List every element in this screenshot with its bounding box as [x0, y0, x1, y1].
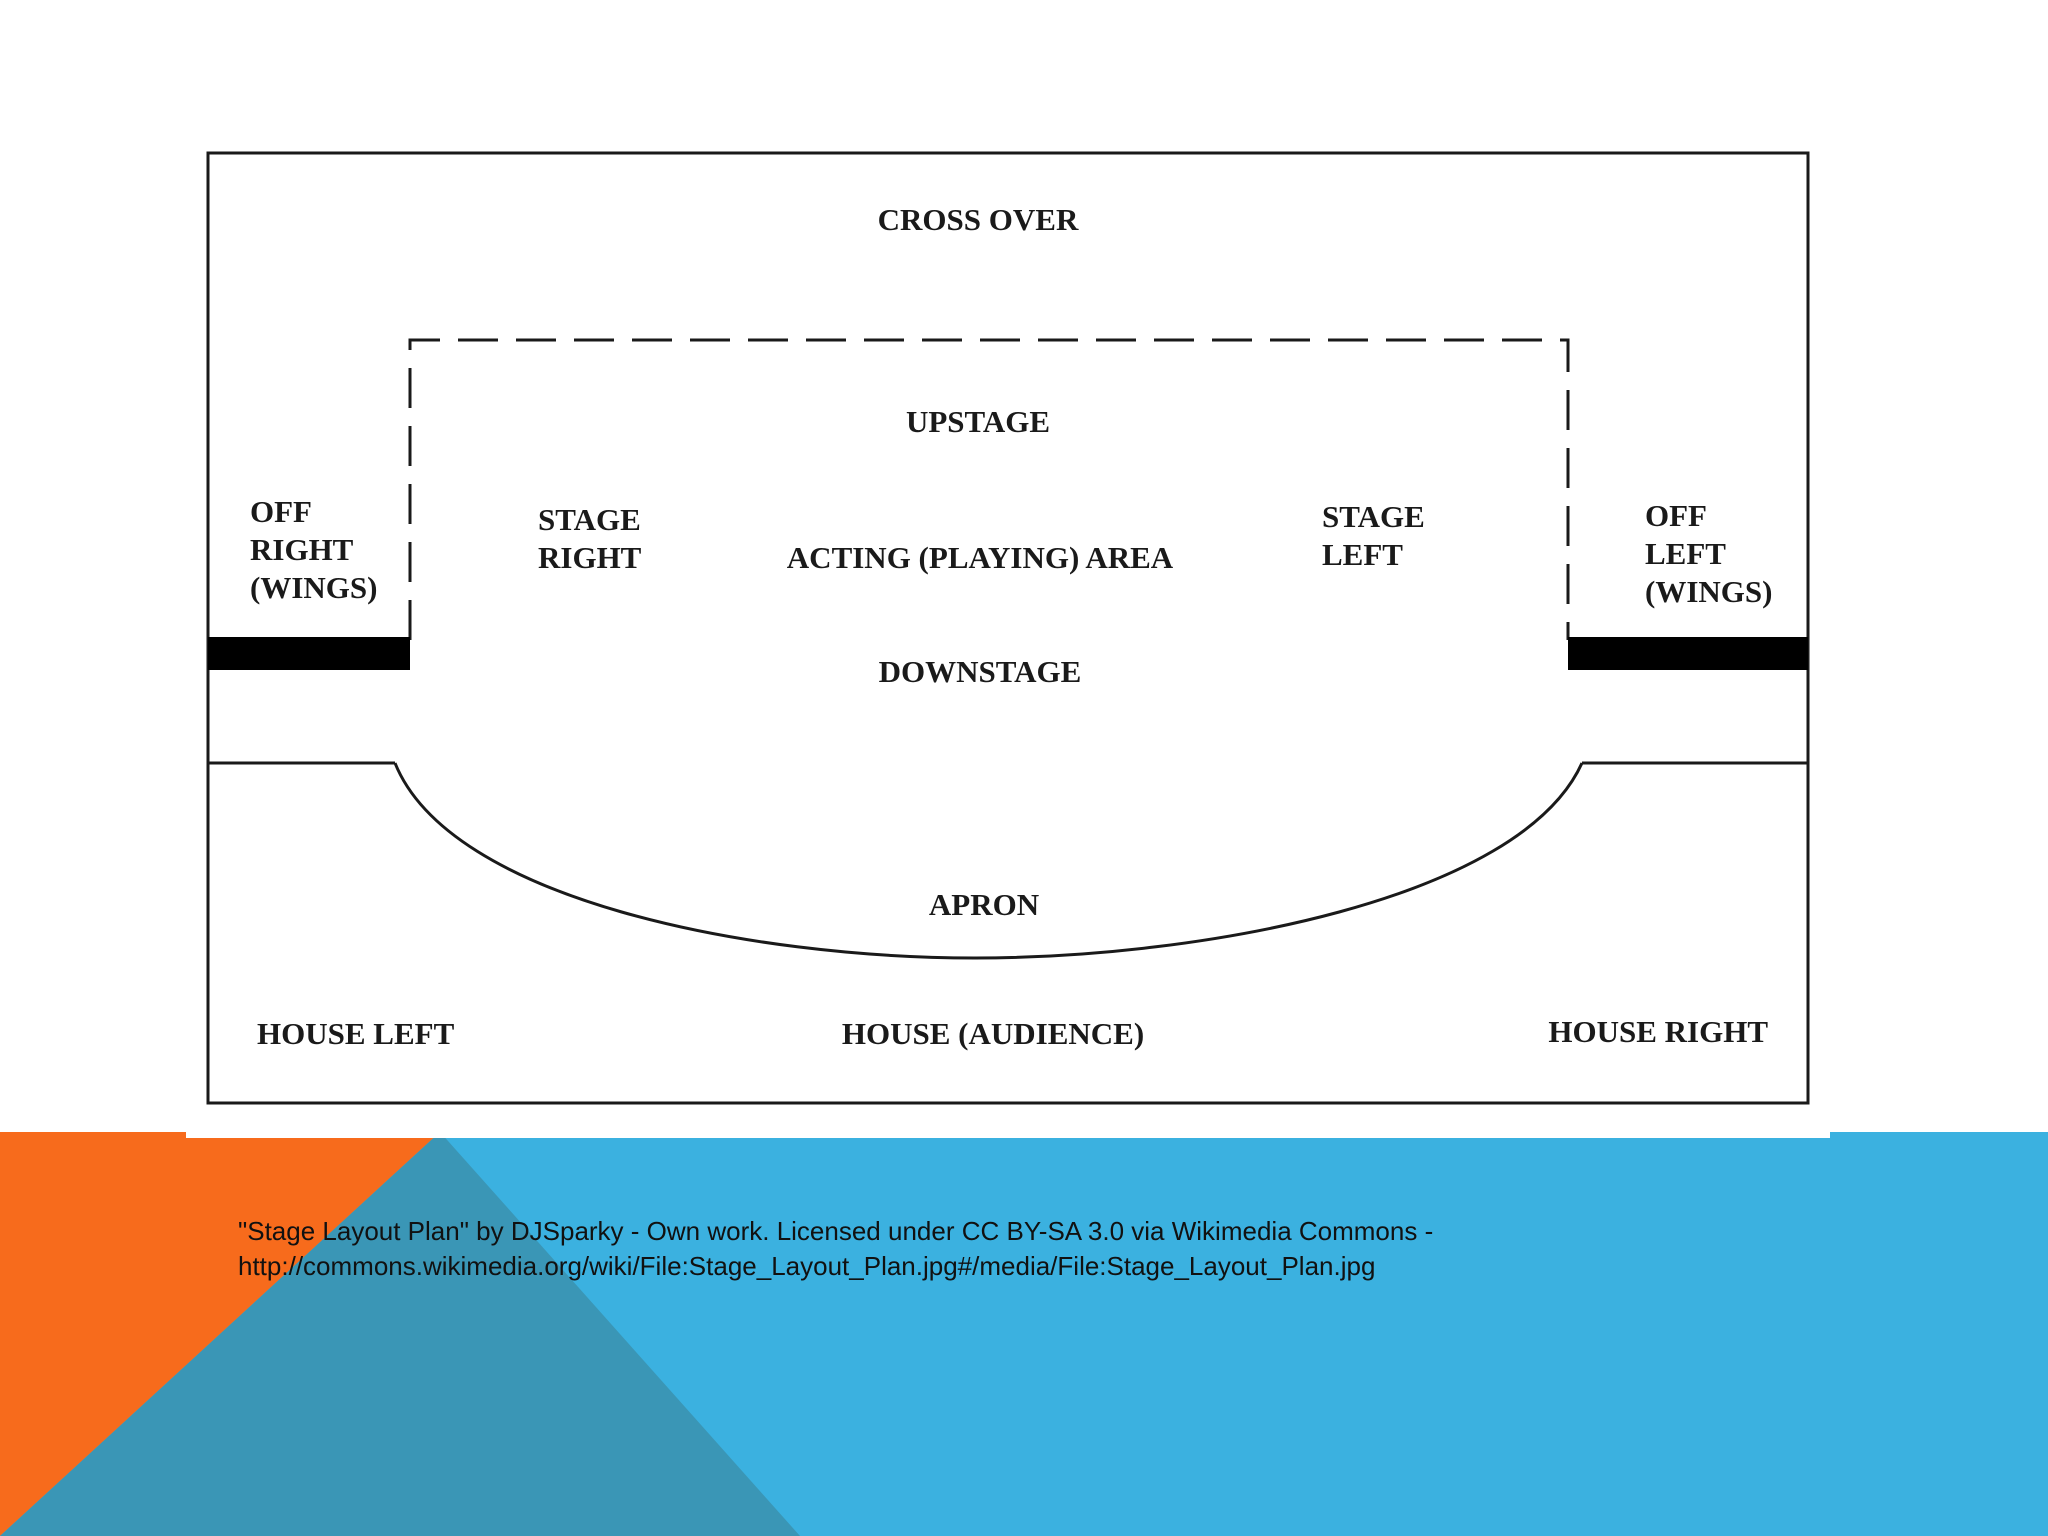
- label-off-left-line3: (WINGS): [1645, 574, 1773, 609]
- label-upstage: UPSTAGE: [905, 404, 1051, 439]
- label-stage-right-line1: STAGE: [538, 502, 641, 537]
- diagram-lines: [208, 153, 1808, 1103]
- label-house-audience: HOUSE (AUDIENCE): [841, 1016, 1145, 1051]
- acting-area-dashed-boundary: [410, 340, 1568, 640]
- label-off-left-line1: OFF: [1645, 498, 1706, 533]
- label-stage-left-line2: LEFT: [1322, 537, 1403, 572]
- label-stage-right: [538, 502, 649, 575]
- label-off-right: [250, 494, 377, 605]
- label-downstage: DOWNSTAGE: [878, 654, 1082, 689]
- label-stage-left: [1322, 499, 1433, 572]
- label-stage-right-line2: RIGHT: [538, 540, 642, 575]
- label-off-right-line2: RIGHT: [250, 532, 353, 567]
- attribution-caption: [238, 1214, 1938, 1284]
- label-acting-area: ACTING (PLAYING) AREA: [786, 540, 1174, 575]
- label-house-left: HOUSE LEFT: [257, 1016, 455, 1051]
- proscenium-wall-right: [208, 637, 410, 670]
- apron-curve: [395, 763, 1582, 958]
- label-stage-left-line1: STAGE: [1322, 499, 1425, 534]
- label-apron: APRON: [928, 887, 1040, 922]
- label-off-left: [1645, 498, 1772, 609]
- proscenium-wall-left: [1568, 637, 1808, 670]
- label-off-right-line1: OFF: [250, 494, 311, 529]
- label-off-left-line2: LEFT: [1645, 536, 1726, 571]
- label-cross-over: CROSS OVER: [877, 202, 1079, 237]
- caption-line-1: "Stage Layout Plan" by DJSparky - Own work. Licensed under CC BY-SA 3.0 via Wikimedia Commons -: [238, 1216, 1434, 1246]
- caption-line-2: http://commons.wikimedia.org/wiki/File:Stage_Layout_Plan.jpg#/media/File:Stage_Layout_Plan.jpg: [238, 1251, 1376, 1281]
- label-off-right-line3: (WINGS): [250, 570, 378, 605]
- label-house-right: HOUSE RIGHT: [1548, 1014, 1768, 1049]
